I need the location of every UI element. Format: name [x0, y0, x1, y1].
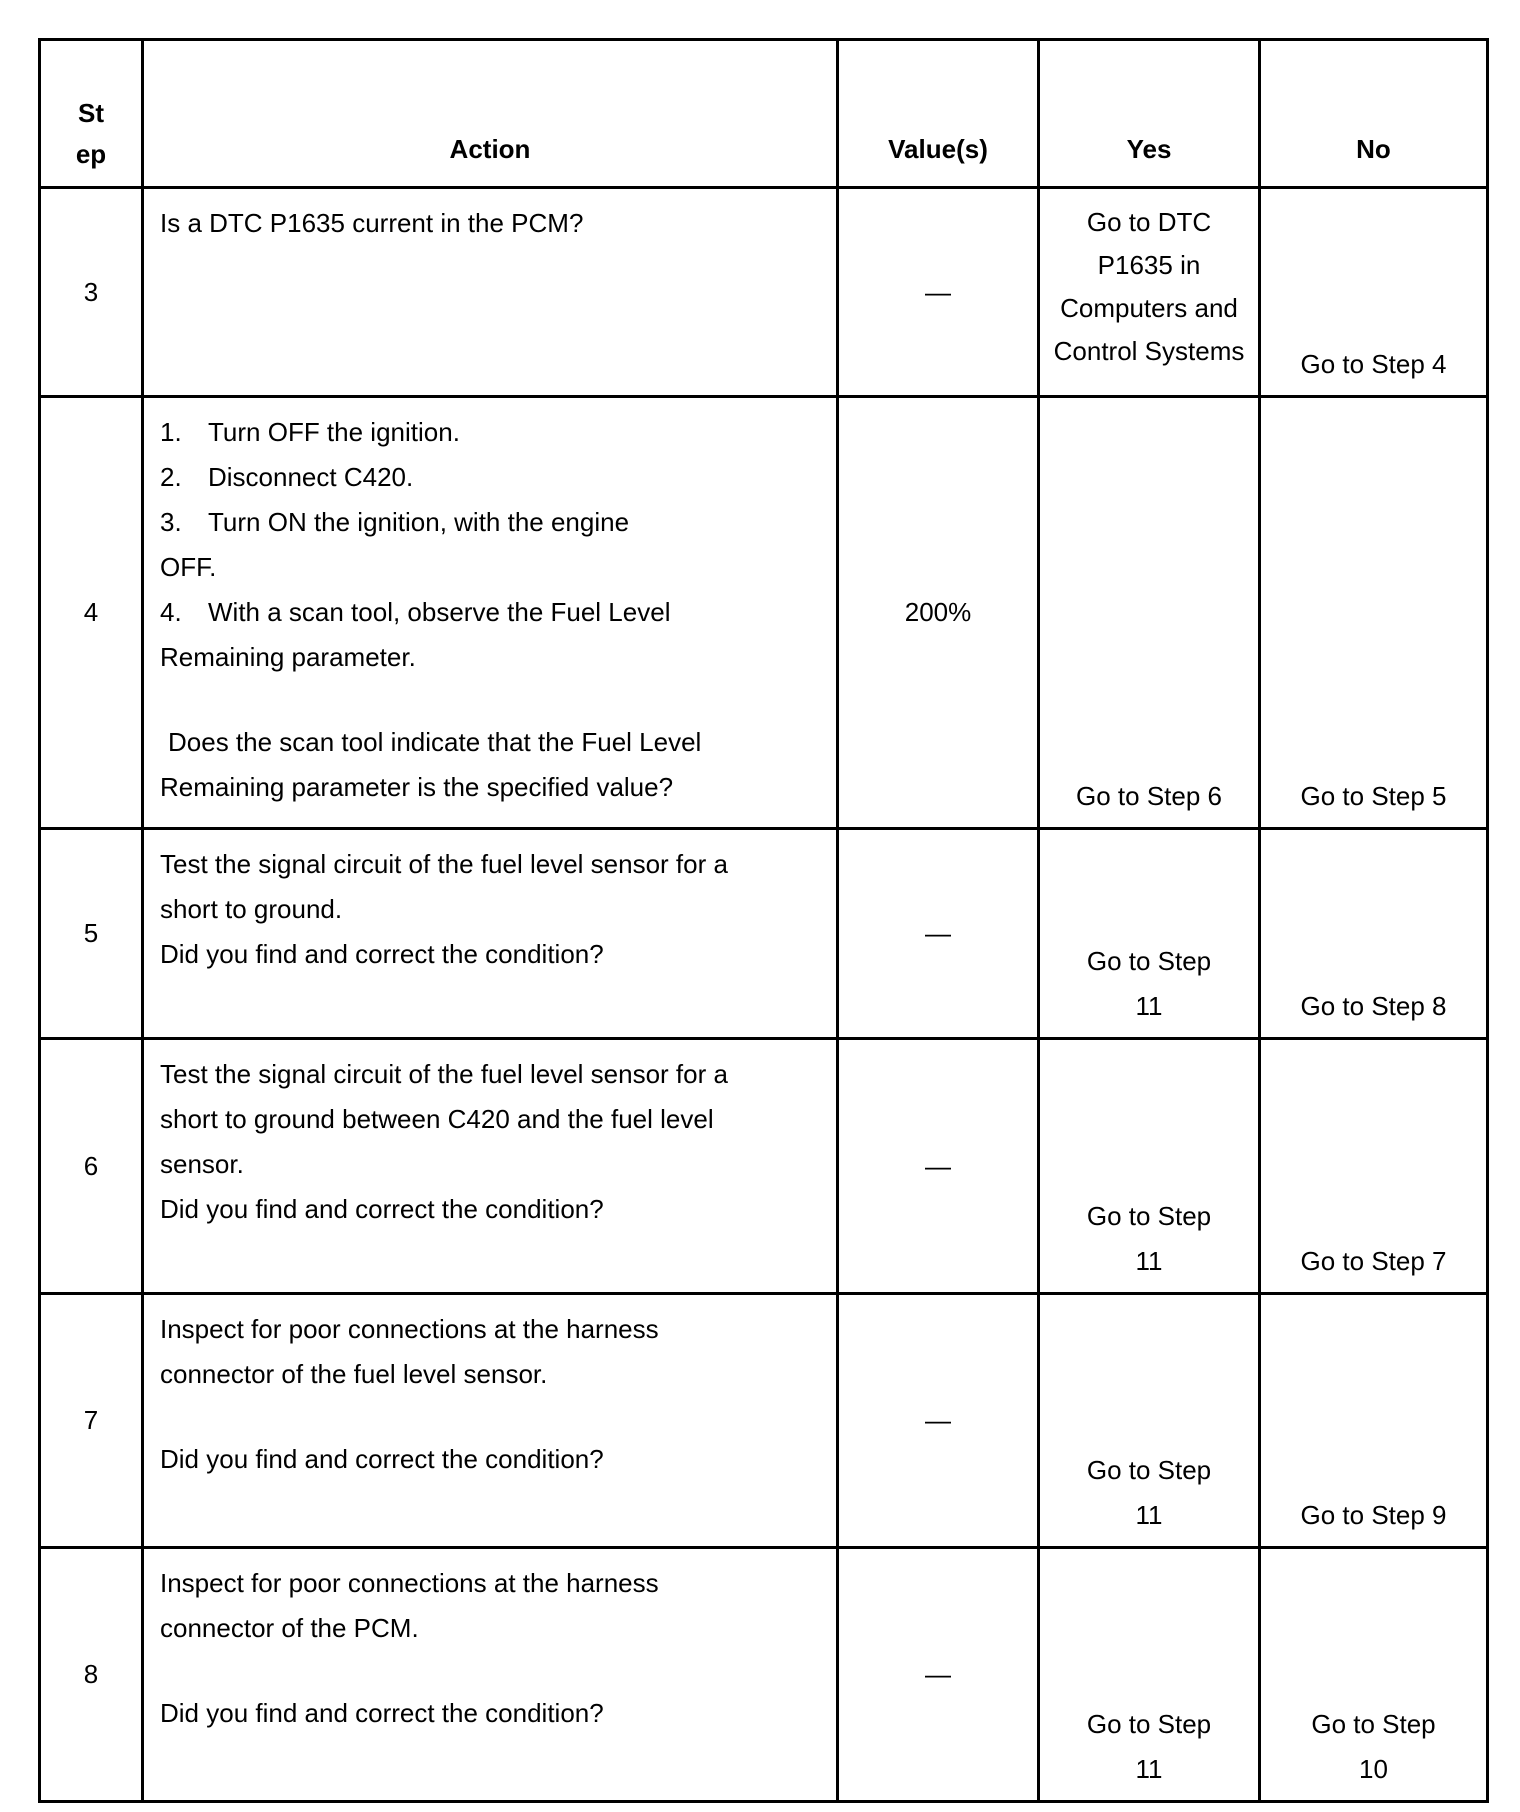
- header-values: Value(s): [838, 40, 1039, 188]
- step-number: 4: [40, 397, 143, 829]
- step-number: 8: [40, 1548, 143, 1802]
- yes-cell: Go to Step 6: [1039, 397, 1260, 829]
- action-cell: Is a DTC P1635 current in the PCM?: [143, 188, 838, 397]
- no-cell: Go to Step 7: [1260, 1039, 1488, 1294]
- value-cell: —: [838, 1294, 1039, 1548]
- yes-cell: Go to Step 11: [1039, 1548, 1260, 1802]
- header-action: Action: [143, 40, 838, 188]
- no-cell: Go to Step 4: [1260, 188, 1488, 397]
- table-row: [40, 1039, 1488, 1294]
- header-no: No: [1260, 40, 1488, 188]
- no-cell: Go to Step 5: [1260, 397, 1488, 829]
- step-number: 7: [40, 1294, 143, 1548]
- value-cell: —: [838, 829, 1039, 1039]
- no-cell: Go to Step 10: [1260, 1548, 1488, 1802]
- no-cell: Go to Step 8: [1260, 829, 1488, 1039]
- yes-cell: Go to DTC P1635 in Computers and Control Systems: [1039, 188, 1260, 397]
- value-cell: —: [838, 1039, 1039, 1294]
- action-cell: Inspect for poor connections at the harness connector of the PCM. Did you find and correct the condition?: [143, 1548, 838, 1802]
- step-number: 5: [40, 829, 143, 1039]
- table-row: [40, 397, 1488, 829]
- yes-cell: Go to Step 11: [1039, 829, 1260, 1039]
- table-row: [40, 188, 1488, 397]
- action-cell: Inspect for poor connections at the harness connector of the fuel level sensor. Did you find and correct the condition?: [143, 1294, 838, 1548]
- value-cell: 200%: [838, 397, 1039, 829]
- no-cell: Go to Step 9: [1260, 1294, 1488, 1548]
- value-cell: —: [838, 188, 1039, 397]
- step-number: 6: [40, 1039, 143, 1294]
- step-number: 3: [40, 188, 143, 397]
- yes-cell: Go to Step 11: [1039, 1294, 1260, 1548]
- diagnostic-table: [38, 38, 1489, 1803]
- action-cell: Test the signal circuit of the fuel level sensor for a short to ground between C420 and the fuel level sensor. Did you find and correct the condition?: [143, 1039, 838, 1294]
- action-cell: Test the signal circuit of the fuel level sensor for a short to ground. Did you find and correct the condition?: [143, 829, 838, 1039]
- table-row: [40, 829, 1488, 1039]
- value-cell: —: [838, 1548, 1039, 1802]
- header-row: [40, 40, 1488, 188]
- table-row: [40, 1548, 1488, 1802]
- header-yes: Yes: [1039, 40, 1260, 188]
- action-cell: 1. Turn OFF the ignition. 2. Disconnect C420. 3. Turn ON the ignition, with the engine OFF. 4. With a scan tool, observe the Fuel Level Remaining parameter. Does the scan tool indicate that the Fuel Level Remaining parameter is the specified value?: [143, 397, 838, 829]
- table-row: [40, 1294, 1488, 1548]
- yes-cell: Go to Step 11: [1039, 1039, 1260, 1294]
- header-step: St ep: [40, 40, 143, 188]
